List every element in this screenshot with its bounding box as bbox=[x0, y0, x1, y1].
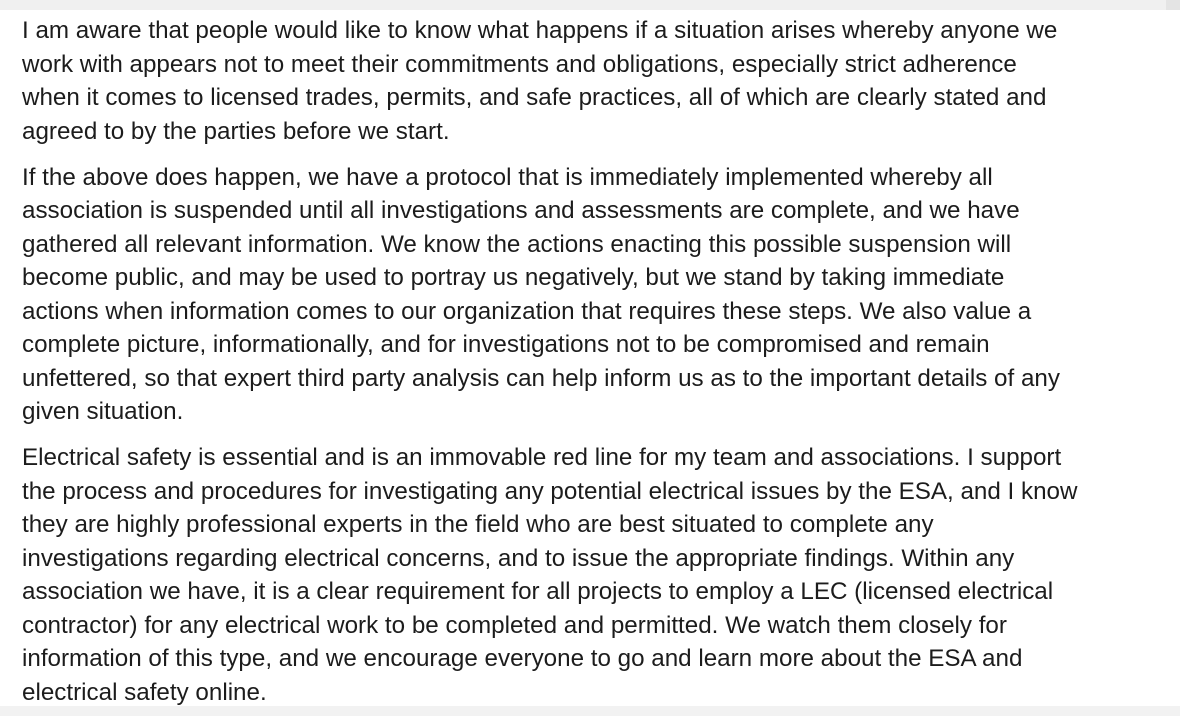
post-paragraph-2 bbox=[22, 161, 1172, 429]
post-line: electrical safety online. bbox=[22, 678, 267, 706]
post-line: unfettered, so that expert third party analysis can help inform us as to the important details of any bbox=[22, 364, 1060, 392]
post-line: agreed to by the parties before we start. bbox=[22, 117, 450, 145]
post-line: gathered all relevant information. We know the actions enacting this possible suspension will bbox=[22, 230, 1012, 258]
post-line: association we have, it is a clear requirement for all projects to employ a LEC (licensed electrical bbox=[22, 578, 1054, 605]
post-line: information of this type, and we encourage everyone to go and learn more about the ESA and bbox=[22, 645, 1023, 672]
post-line: investigations regarding electrical concerns, and to issue the appropriate findings. Within any bbox=[22, 544, 1015, 572]
post-line: contractor) for any electrical work to be completed and permitted. We watch them closely for bbox=[22, 611, 1007, 639]
post-line: when it comes to licensed trades, permits, and safe practices, all of which are clearly stated and bbox=[22, 84, 1047, 111]
post-line: complete picture, informationally, and for investigations not to be compromised and remain bbox=[22, 331, 990, 358]
top-corner-button-edge bbox=[1166, 0, 1180, 10]
post-line: actions when information comes to our organization that requires these steps. We also value a bbox=[22, 297, 1032, 325]
post-paragraph-3 bbox=[22, 441, 1172, 709]
post-line: the process and procedures for investigating any potential electrical issues by the ESA, and I know bbox=[22, 477, 1078, 505]
post-line: I am aware that people would like to know what happens if a situation arises whereby anyone we bbox=[22, 17, 1058, 44]
post-line: association is suspended until all investigations and assessments are complete, and we have bbox=[22, 197, 1020, 224]
post-body bbox=[22, 14, 1172, 716]
post-paragraph-1 bbox=[22, 14, 1172, 148]
post-line: Electrical safety is essential and is an immovable red line for my team and associations. I support bbox=[22, 444, 1062, 471]
post-line: given situation. bbox=[22, 398, 184, 425]
post-line: If the above does happen, we have a protocol that is immediately implemented whereby all bbox=[22, 163, 993, 191]
post-line: they are highly professional experts in the field who are best situated to complete any bbox=[22, 511, 934, 538]
post-line: work with appears not to meet their commitments and obligations, especially strict adherence bbox=[22, 50, 1017, 78]
post-line: become public, and may be used to portray us negatively, but we stand by taking immediate bbox=[22, 264, 1005, 291]
top-edge-strip bbox=[0, 0, 1180, 10]
bottom-edge-strip bbox=[0, 706, 1180, 716]
